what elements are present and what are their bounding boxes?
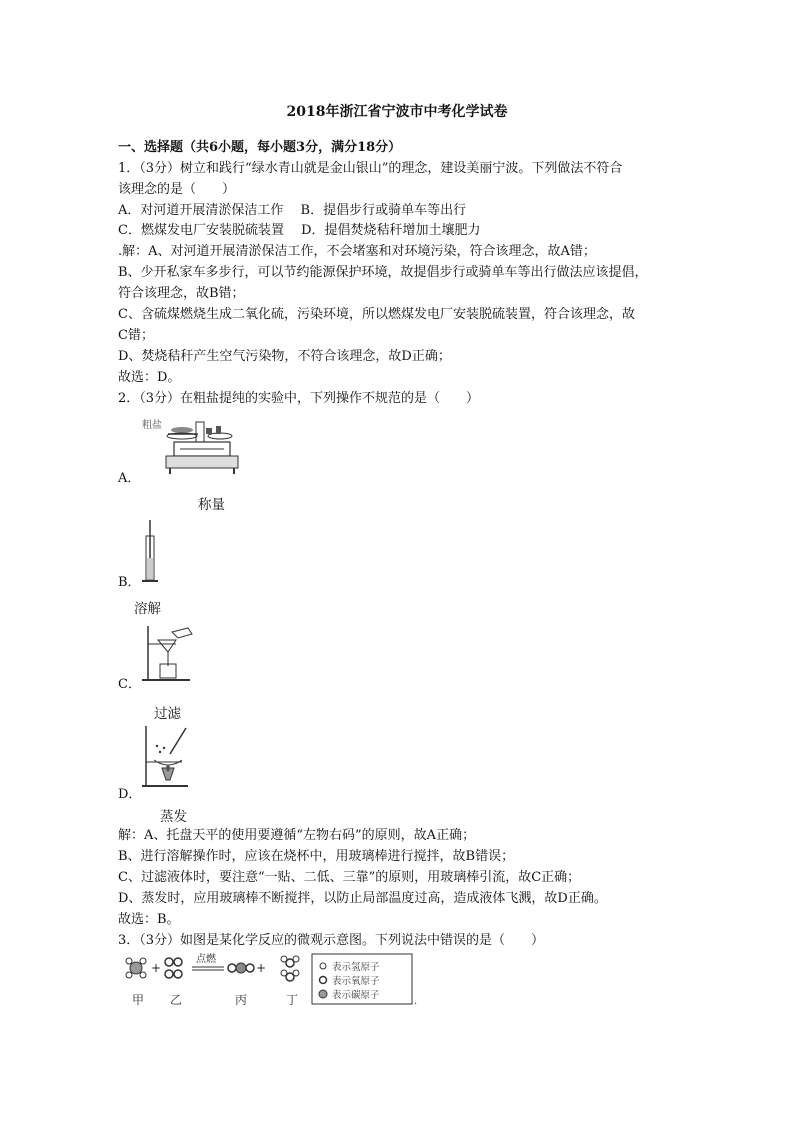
reaction-condition: 点燃 — [196, 954, 216, 965]
q2-option-a-caption: 称量 — [198, 497, 225, 513]
balance-figure — [140, 414, 240, 480]
q2-option-b-letter: B． — [118, 575, 141, 590]
cylinder-figure — [140, 518, 164, 584]
legend-hydrogen: 表示氢原子 — [332, 962, 380, 973]
q1-answer-line1: .解：A、对河道开展清淤保洁工作，不会堵塞和对环境污染，符合该理念，故A错； — [118, 244, 596, 259]
label-jia: 甲 — [132, 993, 145, 1007]
q1-options-cd: C．燃煤发电厂安装脱硫装置 D．提倡焚烧秸秆增加土壤肥力 — [118, 223, 481, 238]
label-yi: 乙 — [170, 993, 183, 1007]
svg-text:+: + — [151, 961, 162, 975]
evaporation-figure — [140, 724, 194, 790]
q1-options-ab: A．对河道开展清淤保洁工作 B．提倡步行或骑单车等出行 — [118, 203, 467, 218]
reaction-diagram — [118, 950, 418, 1008]
q2-answer-line1: 解：A、托盘天平的使用要遵循“左物右码”的原则，故A正确； — [118, 828, 476, 843]
legend-oxygen: 表示氧原子 — [332, 976, 380, 987]
q2-stem: 2．（3分）在粗盐提纯的实验中，下列操作不规范的是（ ） — [118, 391, 480, 406]
q1-answer-line2: B、少开私家车多步行，可以节约能源保护环境，故提倡步行或骑单车等出行做法应该提倡， — [118, 265, 648, 280]
q2-answer-line4: D、蒸发时，应用玻璃棒不断搅拌，以防止局部温度过高，造成液体飞溅，故D正确。 — [118, 891, 607, 906]
svg-text:+: + — [256, 961, 267, 975]
q3-stem: 3．（3分）如图是某化学反应的微观示意图。下列说法中错误的是（ ） — [118, 933, 545, 948]
q2-answer-line2: B、进行溶解操作时，应该在烧杯中，用玻璃棒进行搅拌，故B错误； — [118, 849, 515, 864]
filtration-figure — [140, 622, 196, 684]
q2-answer-line3: C、过滤液体时，要注意“一贴、二低、三靠”的原则，用玻璃棒引流，故C正确； — [118, 870, 581, 885]
balance-label: 粗盐 — [142, 420, 162, 431]
label-ding: 丁 — [286, 993, 299, 1007]
q1-stem-line2: 该理念的是（ ） — [118, 182, 236, 197]
page-title: 2018年浙江省宁波市中考化学试卷 — [286, 104, 508, 120]
q1-answer-line6: D、焚烧秸秆产生空气污染物，不符合该理念，故D正确； — [118, 349, 451, 364]
q1-answer-line3: 符合该理念，故B错； — [118, 286, 245, 301]
q1-answer-line5: C错； — [118, 328, 154, 343]
q2-option-a-letter: A． — [118, 471, 141, 486]
label-bing: 丙 — [235, 993, 248, 1007]
q1-answer-line7: 故选：D。 — [118, 370, 181, 385]
q2-option-c-letter: C． — [118, 677, 141, 692]
legend-carbon: 表示碳原子 — [332, 990, 380, 1001]
q2-answer-line5: 故选：B。 — [118, 912, 180, 927]
trailing-dot: . — [414, 996, 418, 1007]
q2-option-c-caption: 过滤 — [154, 706, 181, 722]
q2-option-b-caption: 溶解 — [134, 601, 161, 617]
section-heading: 一、选择题（共6小题，每小题3分，满分18分） — [118, 140, 402, 155]
q1-stem-line1: 1．（3分）树立和践行“绿水青山就是金山银山”的理念，建设美丽宁波。下列做法不符合 — [118, 161, 623, 176]
q2-option-d-letter: D． — [118, 787, 142, 802]
q2-option-d-caption: 蒸发 — [160, 809, 187, 825]
q1-answer-line4: C、含硫煤燃烧生成二氧化硫，污染环境，所以燃煤发电厂安装脱硫装置，符合该理念，故 — [118, 307, 635, 322]
